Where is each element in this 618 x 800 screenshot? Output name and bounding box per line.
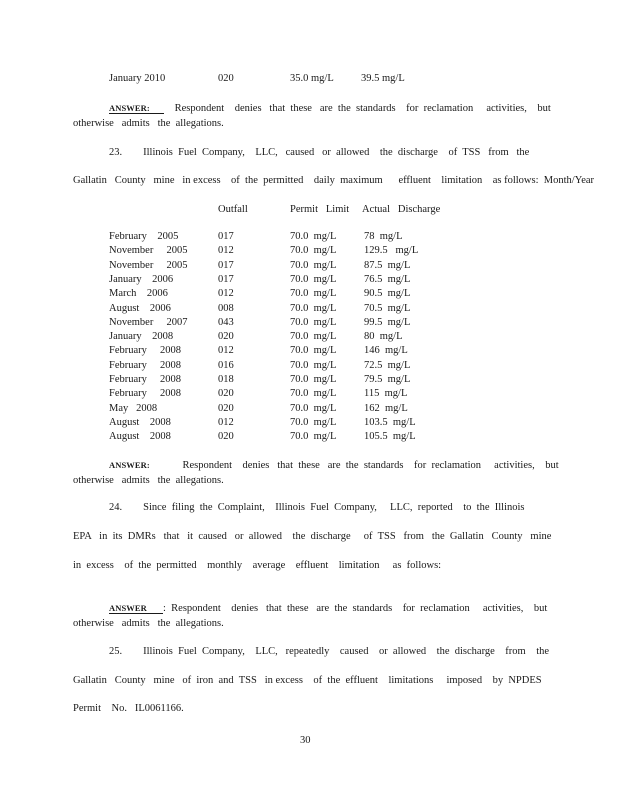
date-cell: February 2008 <box>109 359 182 371</box>
answer-text: Respondent denies that these are the standards for reclamation activities, but <box>174 103 551 114</box>
table-row <box>0 331 618 345</box>
limit-cell: 70.0 mg/L <box>290 402 337 414</box>
actual-cell: 105.5 mg/L <box>364 431 416 443</box>
date-cell: August 2008 <box>109 431 171 443</box>
outfall-cell: 012 <box>218 245 234 257</box>
actual-cell: 39.5 mg/L <box>361 73 405 84</box>
outfall-cell: 020 <box>218 73 234 84</box>
table-row <box>0 345 618 359</box>
table-row <box>0 417 618 431</box>
actual-cell: 115 mg/L <box>364 388 408 400</box>
paragraph-24-line1: 24. Since filing the Complaint, Illinois Fuel Company, LLC, reported to the Illinois <box>109 502 525 513</box>
outfall-cell: 018 <box>218 374 234 385</box>
outfall-cell: 012 <box>218 416 234 428</box>
date-cell: August 2006 <box>109 302 171 314</box>
outfall-cell: 020 <box>218 431 234 443</box>
actual-cell: 99.5 mg/L <box>364 316 411 328</box>
date-cell: March 2006 <box>109 288 168 300</box>
answer-label: ANSWER <box>109 604 163 614</box>
actual-cell: 103.5 mg/L <box>364 416 416 428</box>
answer-text-cont: otherwise admits the allegations. <box>73 118 224 129</box>
answer-label: ANSWER: <box>109 104 164 114</box>
answer-label: ANSWER: <box>109 460 150 470</box>
outfall-cell: 020 <box>218 331 234 343</box>
actual-cell: 129.5 mg/L <box>364 245 419 257</box>
answer-text: Respondent denies that these are the standards for reclamation activities, but <box>182 460 559 471</box>
actual-cell: 72.5 mg/L <box>364 359 411 371</box>
paragraph-25-line1: 25. Illinois Fuel Company, LLC, repeatedly caused or allowed the discharge from the <box>109 646 550 657</box>
limit-cell: 70.0 mg/L <box>290 273 337 285</box>
outfall-cell: 020 <box>218 402 234 414</box>
header-permit-limit: Permit Limit <box>290 204 350 215</box>
table-row <box>0 374 618 388</box>
limit-cell: 70.0 mg/L <box>290 431 337 443</box>
date-cell: January 2008 <box>109 331 174 343</box>
limit-cell: 70.0 mg/L <box>290 374 337 385</box>
limit-cell: 70.0 mg/L <box>290 259 337 271</box>
date-cell: February 2008 <box>109 374 182 385</box>
actual-cell: 162 mg/L <box>364 402 408 414</box>
limit-cell: 70.0 mg/L <box>290 331 337 343</box>
date-cell: August 2008 <box>109 416 171 428</box>
outfall-cell: 008 <box>218 302 234 314</box>
answer-paragraph <box>109 603 547 614</box>
date-cell: May 2008 <box>109 402 158 414</box>
limit-cell: 70.0 mg/L <box>290 345 337 357</box>
paragraph-25-line2: Gallatin County mine of iron and TSS in excess of the effluent limitations imposed by NPDES <box>73 675 542 686</box>
outfall-cell: 017 <box>218 273 234 285</box>
table-row <box>0 260 618 274</box>
date-cell: November 2005 <box>109 259 188 271</box>
answer-text: : Respondent denies that these are the standards for reclamation activities, but <box>163 603 548 614</box>
date-cell: January 2006 <box>109 273 174 285</box>
limit-cell: 35.0 mg/L <box>290 73 334 84</box>
outfall-cell: 012 <box>218 288 234 300</box>
actual-cell: 80 mg/L <box>364 331 403 343</box>
table-row <box>0 274 618 288</box>
date-cell: February 2008 <box>109 388 182 400</box>
actual-cell: 146 mg/L <box>364 345 408 357</box>
header-actual-discharge: Actual Discharge <box>362 204 441 215</box>
outfall-cell: 020 <box>218 388 234 400</box>
actual-cell: 78 mg/L <box>364 231 403 242</box>
table-row <box>0 73 618 87</box>
actual-cell: 87.5 mg/L <box>364 259 411 271</box>
table-row <box>0 231 618 245</box>
table-row <box>0 360 618 374</box>
limit-cell: 70.0 mg/L <box>290 288 337 300</box>
outfall-cell: 017 <box>218 231 234 242</box>
actual-cell: 70.5 mg/L <box>364 302 411 314</box>
actual-cell: 90.5 mg/L <box>364 288 411 300</box>
actual-cell: 79.5 mg/L <box>364 374 411 385</box>
answer-text-cont: otherwise admits the allegations. <box>73 618 224 629</box>
answer-text-cont: otherwise admits the allegations. <box>73 475 224 486</box>
table-row <box>0 317 618 331</box>
paragraph-24-line2: EPA in its DMRs that it caused or allowed the discharge of TSS from the Gallatin County mine <box>73 531 552 542</box>
limit-cell: 70.0 mg/L <box>290 302 337 314</box>
header-outfall: Outfall <box>218 204 248 215</box>
page-number: 30 <box>300 735 311 746</box>
answer-paragraph <box>109 460 559 471</box>
paragraph-24-line3: in excess of the permitted monthly average effluent limitation as follows: <box>73 560 442 571</box>
limit-cell: 70.0 mg/L <box>290 245 337 257</box>
table-row <box>0 245 618 259</box>
limit-cell: 70.0 mg/L <box>290 316 337 328</box>
date-cell: February 2008 <box>109 345 182 357</box>
date-cell: February 2005 <box>109 231 179 242</box>
limit-cell: 70.0 mg/L <box>290 359 337 371</box>
table-row <box>0 431 618 445</box>
table-row <box>0 388 618 402</box>
limit-cell: 70.0 mg/L <box>290 231 337 242</box>
outfall-cell: 016 <box>218 359 234 371</box>
paragraph-23-line1: 23. Illinois Fuel Company, LLC, caused or allowed the discharge of TSS from the <box>109 147 530 158</box>
date-cell: November 2005 <box>109 245 188 257</box>
paragraph-25-line3: Permit No. IL0061166. <box>73 703 184 714</box>
limit-cell: 70.0 mg/L <box>290 388 337 400</box>
answer-paragraph <box>109 103 551 114</box>
actual-cell: 76.5 mg/L <box>364 273 411 285</box>
date-cell: November 2007 <box>109 316 188 328</box>
paragraph-23-line2: Gallatin County mine in excess of the permitted daily maximum effluent limitation as follows: Month/Year <box>73 175 595 186</box>
table-row <box>0 303 618 317</box>
outfall-cell: 043 <box>218 316 234 328</box>
outfall-cell: 017 <box>218 259 234 271</box>
outfall-cell: 012 <box>218 345 234 357</box>
date-cell: January 2010 <box>109 73 166 84</box>
table-row <box>0 288 618 302</box>
limit-cell: 70.0 mg/L <box>290 416 337 428</box>
table-row <box>0 403 618 417</box>
